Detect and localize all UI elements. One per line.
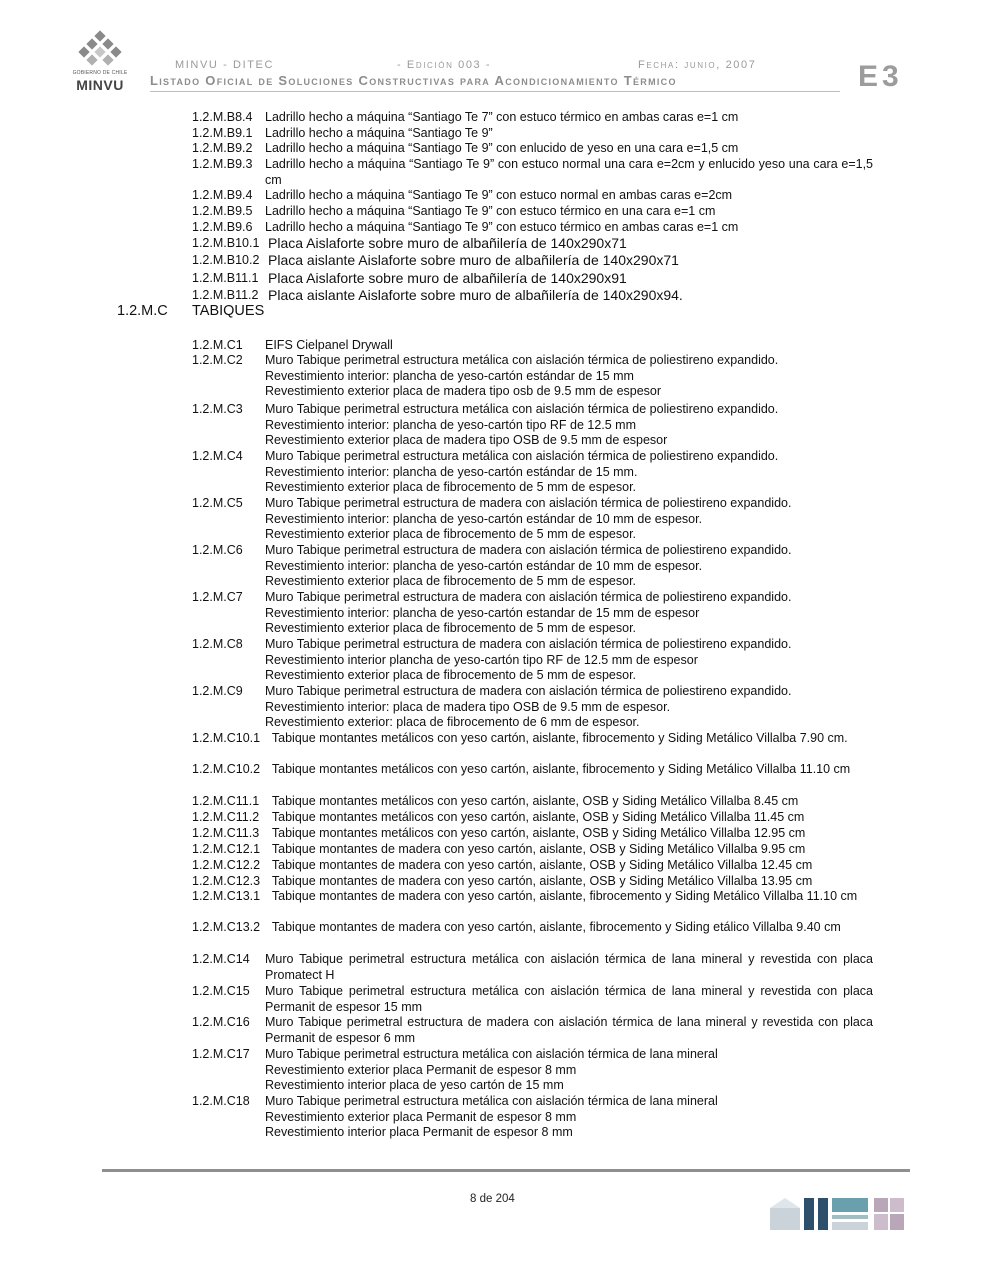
item-number: 1.2.M.C16 bbox=[192, 1015, 250, 1029]
item-number: 1.2.M.C11.3 bbox=[192, 826, 260, 840]
item-text: Muro Tabique perimetral estructura metálica con aislación térmica de poliestireno expandido. Revestimiento interior: plancha de yeso-cartón estándar de 15 mm Revestimiento exterior placa de madera tipo osb de 9.5 mm de espesor bbox=[265, 353, 779, 399]
item-text: Ladrillo hecho a máquina “Santiago Te 9” con estuco térmico en ambas caras e=1 cm bbox=[265, 220, 739, 234]
item-number: 1.2.M.B9.4 bbox=[192, 188, 253, 202]
item-number: 1.2.M.C1 bbox=[192, 338, 243, 352]
item-text: Muro Tabique perimetral estructura metálica con aislación térmica de poliestireno expandido. Revestimiento interior: plancha de yeso-cartón tipo RF de 12.5 mm Revestimiento exterior placa de madera tipo OSB de 9.5 mm de espesor bbox=[265, 402, 779, 448]
item-number: 1.2.M.C8 bbox=[192, 637, 243, 651]
item-text: Placa aislante Aislaforte sobre muro de albañilería de 140x290x71 bbox=[268, 252, 679, 268]
item-text: Muro Tabique perimetral estructura de madera con aislación térmica de poliestireno expandido. Revestimiento interior plancha de yeso-cartón tipo RF de 12.5 mm de espesor Revestimiento exterior placa de fibrocemento de 5 mm de espesor. bbox=[265, 637, 792, 683]
item-text: Placa Aislaforte sobre muro de albañilería de 140x290x71 bbox=[268, 235, 627, 251]
item-number: 1.2.M.C14 bbox=[192, 952, 250, 966]
item-text: Tabique montantes metálicos con yeso cartón, aislante, OSB y Siding Metálico Villalba 12.95 cm bbox=[271, 826, 806, 840]
item-text: Tabique montantes metálicos con yeso cartón, aislante, OSB y Siding Metálico Villalba 11.45 cm bbox=[271, 810, 805, 824]
item-number: 1.2.M.B10.2 bbox=[192, 253, 260, 267]
item-number: 1.2.M.C13.2 bbox=[192, 920, 261, 934]
item-number: 1.2.M.B9.1 bbox=[192, 126, 253, 140]
item-text: Tabique montantes de madera con yeso cartón, aislante, OSB y Siding Metálico Villalba 9.95 cm bbox=[271, 842, 806, 856]
item-number: 1.2.M.B8.4 bbox=[192, 110, 253, 124]
item-number: 1.2.M.B10.1 bbox=[192, 236, 260, 250]
minvu-logo bbox=[68, 30, 132, 94]
item-text: Tabique montantes metálicos con yeso cartón, aislante, OSB y Siding Metálico Villalba 8.45 cm bbox=[271, 794, 799, 808]
footer-divider bbox=[102, 1169, 910, 1172]
item-number: 1.2.M.C12.1 bbox=[192, 842, 261, 856]
header-org: MINVU - DITEC bbox=[175, 59, 275, 71]
item-number: 1.2.M.C11.1 bbox=[192, 794, 260, 808]
item-text: Ladrillo hecho a máquina “Santiago Te 7” con estuco térmico en ambas caras e=1 cm bbox=[265, 110, 739, 124]
item-number: 1.2.M.C17 bbox=[192, 1047, 250, 1061]
header-title: Listado Oficial de Soluciones Constructivas para Acondicionamiento Térmico bbox=[150, 73, 677, 88]
item-number: 1.2.M.C7 bbox=[192, 590, 243, 604]
item-text: Tabique montantes metálicos con yeso cartón, aislante, fibrocemento y Siding Metálico Villalba 11.10 cm bbox=[271, 762, 851, 776]
section-number: 1.2.M.C bbox=[117, 303, 168, 319]
logo-org-text: GOBIERNO DE CHILE bbox=[72, 70, 128, 76]
item-number: 1.2.M.C9 bbox=[192, 684, 243, 698]
item-text: Muro Tabique perimetral estructura metálica con aislación térmica de lana mineral Revestimiento exterior placa Permanit de espesor 8 mm Revestimiento interior placa de yeso cartón de 15 mm bbox=[265, 1047, 718, 1093]
footer-logo bbox=[770, 1196, 910, 1235]
item-number: 1.2.M.C10.2 bbox=[192, 762, 261, 776]
item-text: Ladrillo hecho a máquina “Santiago Te 9” con estuco normal en ambas caras e=2cm bbox=[265, 188, 733, 202]
item-number: 1.2.M.B11.1 bbox=[192, 271, 259, 285]
item-number: 1.2.M.C11.2 bbox=[192, 810, 260, 824]
item-text: Muro Tabique perimetral estructura metálica con aislación térmica de lana mineral y revestida con placa Promatect H bbox=[265, 952, 873, 982]
item-text: Tabique montantes de madera con yeso cartón, aislante, OSB y Siding Metálico Villalba 12.45 cm bbox=[271, 858, 813, 872]
item-text: Tabique montantes de madera con yeso cartón, aislante, OSB y Siding Metálico Villalba 13.95 cm bbox=[271, 874, 813, 888]
item-text: Ladrillo hecho a máquina “Santiago Te 9” bbox=[265, 126, 493, 140]
item-text: Placa aislante Aislaforte sobre muro de albañilería de 140x290x94. bbox=[268, 287, 683, 303]
logo-diamond-icon bbox=[68, 30, 132, 70]
item-number: 1.2.M.B11.2 bbox=[192, 288, 259, 302]
item-number: 1.2.M.C4 bbox=[192, 449, 243, 463]
item-text: EIFS Cielpanel Drywall bbox=[265, 338, 393, 352]
item-text: Ladrillo hecho a máquina “Santiago Te 9” con estuco normal una cara e=2cm y enlucido yeso una cara e=1,5 cm bbox=[265, 157, 873, 187]
item-text: Muro Tabique perimetral estructura metálica con aislación térmica de lana mineral y revestida con placa Permanit de espesor 15 mm bbox=[265, 984, 873, 1014]
item-number: 1.2.M.C5 bbox=[192, 496, 243, 510]
item-number: 1.2.M.C12.2 bbox=[192, 858, 261, 872]
item-text: Placa Aislaforte sobre muro de albañilería de 140x290x91 bbox=[268, 270, 627, 286]
header-divider bbox=[150, 91, 840, 92]
header-date: Fecha: junio, 2007 bbox=[638, 59, 757, 71]
item-number: 1.2.M.C18 bbox=[192, 1094, 250, 1108]
item-number: 1.2.M.C10.1 bbox=[192, 731, 261, 745]
item-text: Muro Tabique perimetral estructura metálica con aislación térmica de poliestireno expandido. Revestimiento interior: plancha de yeso-cartón estándar de 15 mm. Revestimiento exterior placa de fibrocemento de 5 mm de espesor. bbox=[265, 449, 779, 495]
item-text: Ladrillo hecho a máquina “Santiago Te 9” con estuco térmico en una cara e=1 cm bbox=[265, 204, 716, 218]
item-number: 1.2.M.C12.3 bbox=[192, 874, 261, 888]
item-number: 1.2.M.B9.6 bbox=[192, 220, 253, 234]
item-text: Muro Tabique perimetral estructura de madera con aislación térmica de poliestireno expandido. Revestimiento interior: plancha de yeso-cartón estándar de 10 mm de espesor. Revestimiento exterior placa de fibrocemento de 5 mm de espesor. bbox=[265, 496, 792, 542]
item-text: Muro Tabique perimetral estructura de madera con aislación térmica de lana mineral y revestida con placa Permanit de espesor 6 mm bbox=[265, 1015, 873, 1045]
item-text: Muro Tabique perimetral estructura metálica con aislación térmica de lana mineral Revestimiento exterior placa Permanit de espesor 8 mm Revestimiento interior placa Permanit de espesor 8 mm bbox=[265, 1094, 718, 1140]
footer-blocks-icon bbox=[770, 1196, 910, 1230]
item-text: Muro Tabique perimetral estructura de madera con aislación térmica de poliestireno expandido. Revestimiento interior: plancha de yeso-cartón estandar de 15 mm de espesor Revestimiento exterior placa de fibrocemento de 5 mm de espesor. bbox=[265, 590, 792, 636]
item-text: Muro Tabique perimetral estructura de madera con aislación térmica de poliestireno expandido. Revestimiento interior: placa de madera tipo OSB de 9.5 mm de espesor. Revestimiento exterior: placa de fibrocemento de 6 mm de espesor. bbox=[265, 684, 792, 730]
item-number: 1.2.M.C2 bbox=[192, 353, 243, 367]
item-text: Muro Tabique perimetral estructura de madera con aislación térmica de poliestireno expandido. Revestimiento interior: plancha de yeso-cartón estándar de 10 mm de espesor. Revestimiento exterior placa de fibrocemento de 5 mm de espesor. bbox=[265, 543, 792, 589]
item-text: Tabique montantes de madera con yeso cartón, aislante, fibrocemento y Siding Metálico Villalba 11.10 cm bbox=[271, 889, 858, 903]
item-number: 1.2.M.B9.5 bbox=[192, 204, 253, 218]
item-number: 1.2.M.C15 bbox=[192, 984, 250, 998]
item-text: Ladrillo hecho a máquina “Santiago Te 9” con enlucido de yeso en una cara e=1,5 cm bbox=[265, 141, 739, 155]
item-text: Tabique montantes de madera con yeso cartón, aislante, fibrocemento y Siding etálico Villalba 9.40 cm bbox=[271, 920, 841, 934]
section-code: E3 bbox=[858, 60, 903, 93]
item-number: 1.2.M.C3 bbox=[192, 402, 243, 416]
section-title: TABIQUES bbox=[192, 303, 265, 319]
item-number: 1.2.M.B9.3 bbox=[192, 157, 253, 171]
page-number: 8 de 204 bbox=[470, 1193, 515, 1205]
logo-name-text: MINVU bbox=[76, 77, 124, 93]
item-number: 1.2.M.B9.2 bbox=[192, 141, 253, 155]
item-number: 1.2.M.C13.1 bbox=[192, 889, 261, 903]
item-number: 1.2.M.C6 bbox=[192, 543, 243, 557]
header-edition: - Edición 003 - bbox=[397, 59, 492, 71]
item-text: Tabique montantes metálicos con yeso cartón, aislante, fibrocemento y Siding Metálico Villalba 7.90 cm. bbox=[271, 731, 848, 745]
